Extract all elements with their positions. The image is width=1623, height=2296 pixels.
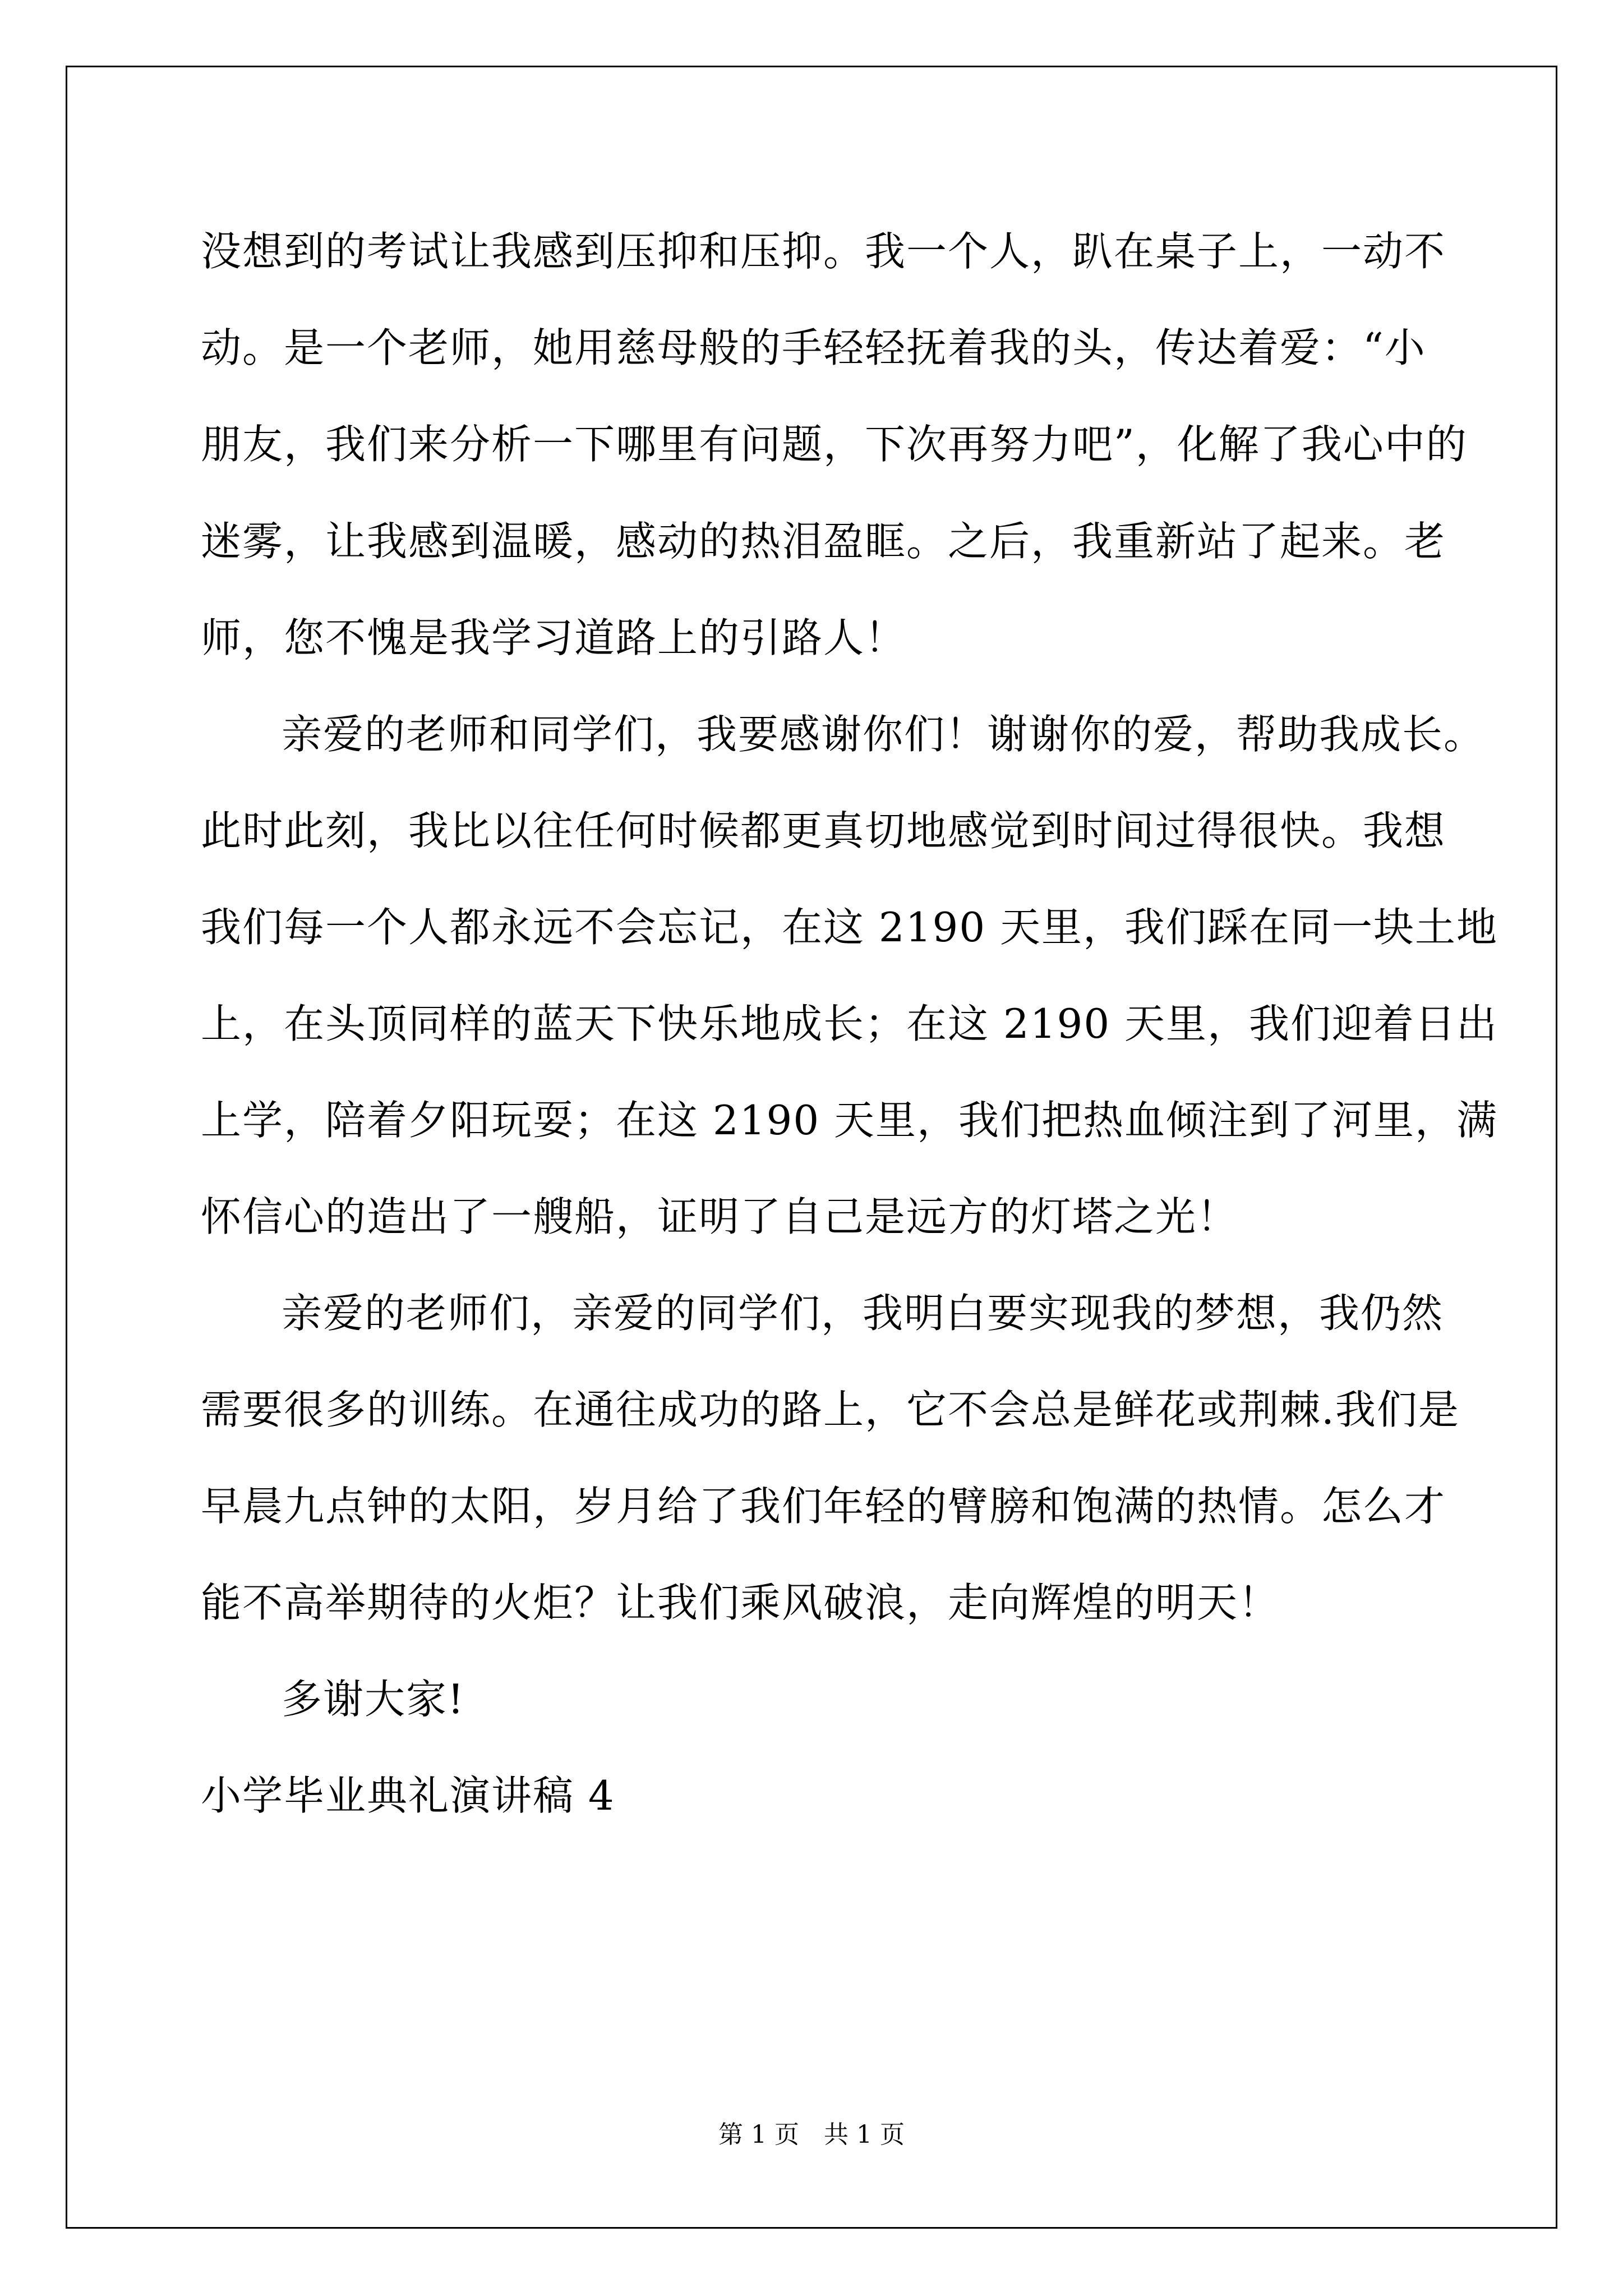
text-line: 需要很多的训练。在通往成功的路上，它不会总是鲜花或荆棘.我们是 [201,1386,1460,1433]
text-line: 此时此刻，我比以往任何时候都更真切地感觉到时间过得很快。我想 [201,807,1446,854]
text-line: 上学，陪着夕阳玩耍；在这 2190 天里，我们把热血倾注到了河里，满 [201,1097,1498,1144]
text-line: 朋友，我们来分析一下哪里有问题，下次再努力吧”，化解了我心中的 [201,421,1468,468]
page-footer: 第 1 页 共 1 页 [718,2120,905,2149]
text-line: 能不高举期待的火炬？让我们乘风破浪，走向辉煌的明天！ [201,1579,1280,1626]
text-line: 上，在头顶同样的蓝天下快乐地成长；在这 2190 天里，我们迎着日出 [201,1000,1498,1047]
text-line: 动。是一个老师，她用慈母般的手轻轻抚着我的头，传达着爱：“小 [201,324,1426,371]
text-line: 没想到的考试让我感到压抑和压抑。我一个人，趴在桌子上，一动不 [201,228,1446,275]
page-border [66,66,1557,2229]
text-line: 怀信心的造出了一艘船，证明了自己是远方的灯塔之光！ [201,1193,1239,1240]
text-line: 亲爱的老师们，亲爱的同学们，我明白要实现我的梦想，我仍然 [282,1290,1444,1337]
text-line: 早晨九点钟的太阳，岁月给了我们年轻的臂膀和饱满的热情。怎么才 [201,1483,1446,1530]
text-line: 我们每一个人都永远不会忘记，在这 2190 天里，我们踩在同一块土地 [201,904,1498,951]
text-line: 迷雾，让我感到温暖，感动的热泪盈眶。之后，我重新站了起来。老 [201,518,1446,565]
text-line: 多谢大家! [282,1676,465,1723]
section-heading: 小学毕业典礼演讲稿 4 [201,1772,615,1819]
text-line: 师，您不愧是我学习道路上的引路人！ [201,614,907,661]
text-line: 亲爱的老师和同学们，我要感谢你们！谢谢你的爱，帮助我成长。 [282,711,1486,758]
